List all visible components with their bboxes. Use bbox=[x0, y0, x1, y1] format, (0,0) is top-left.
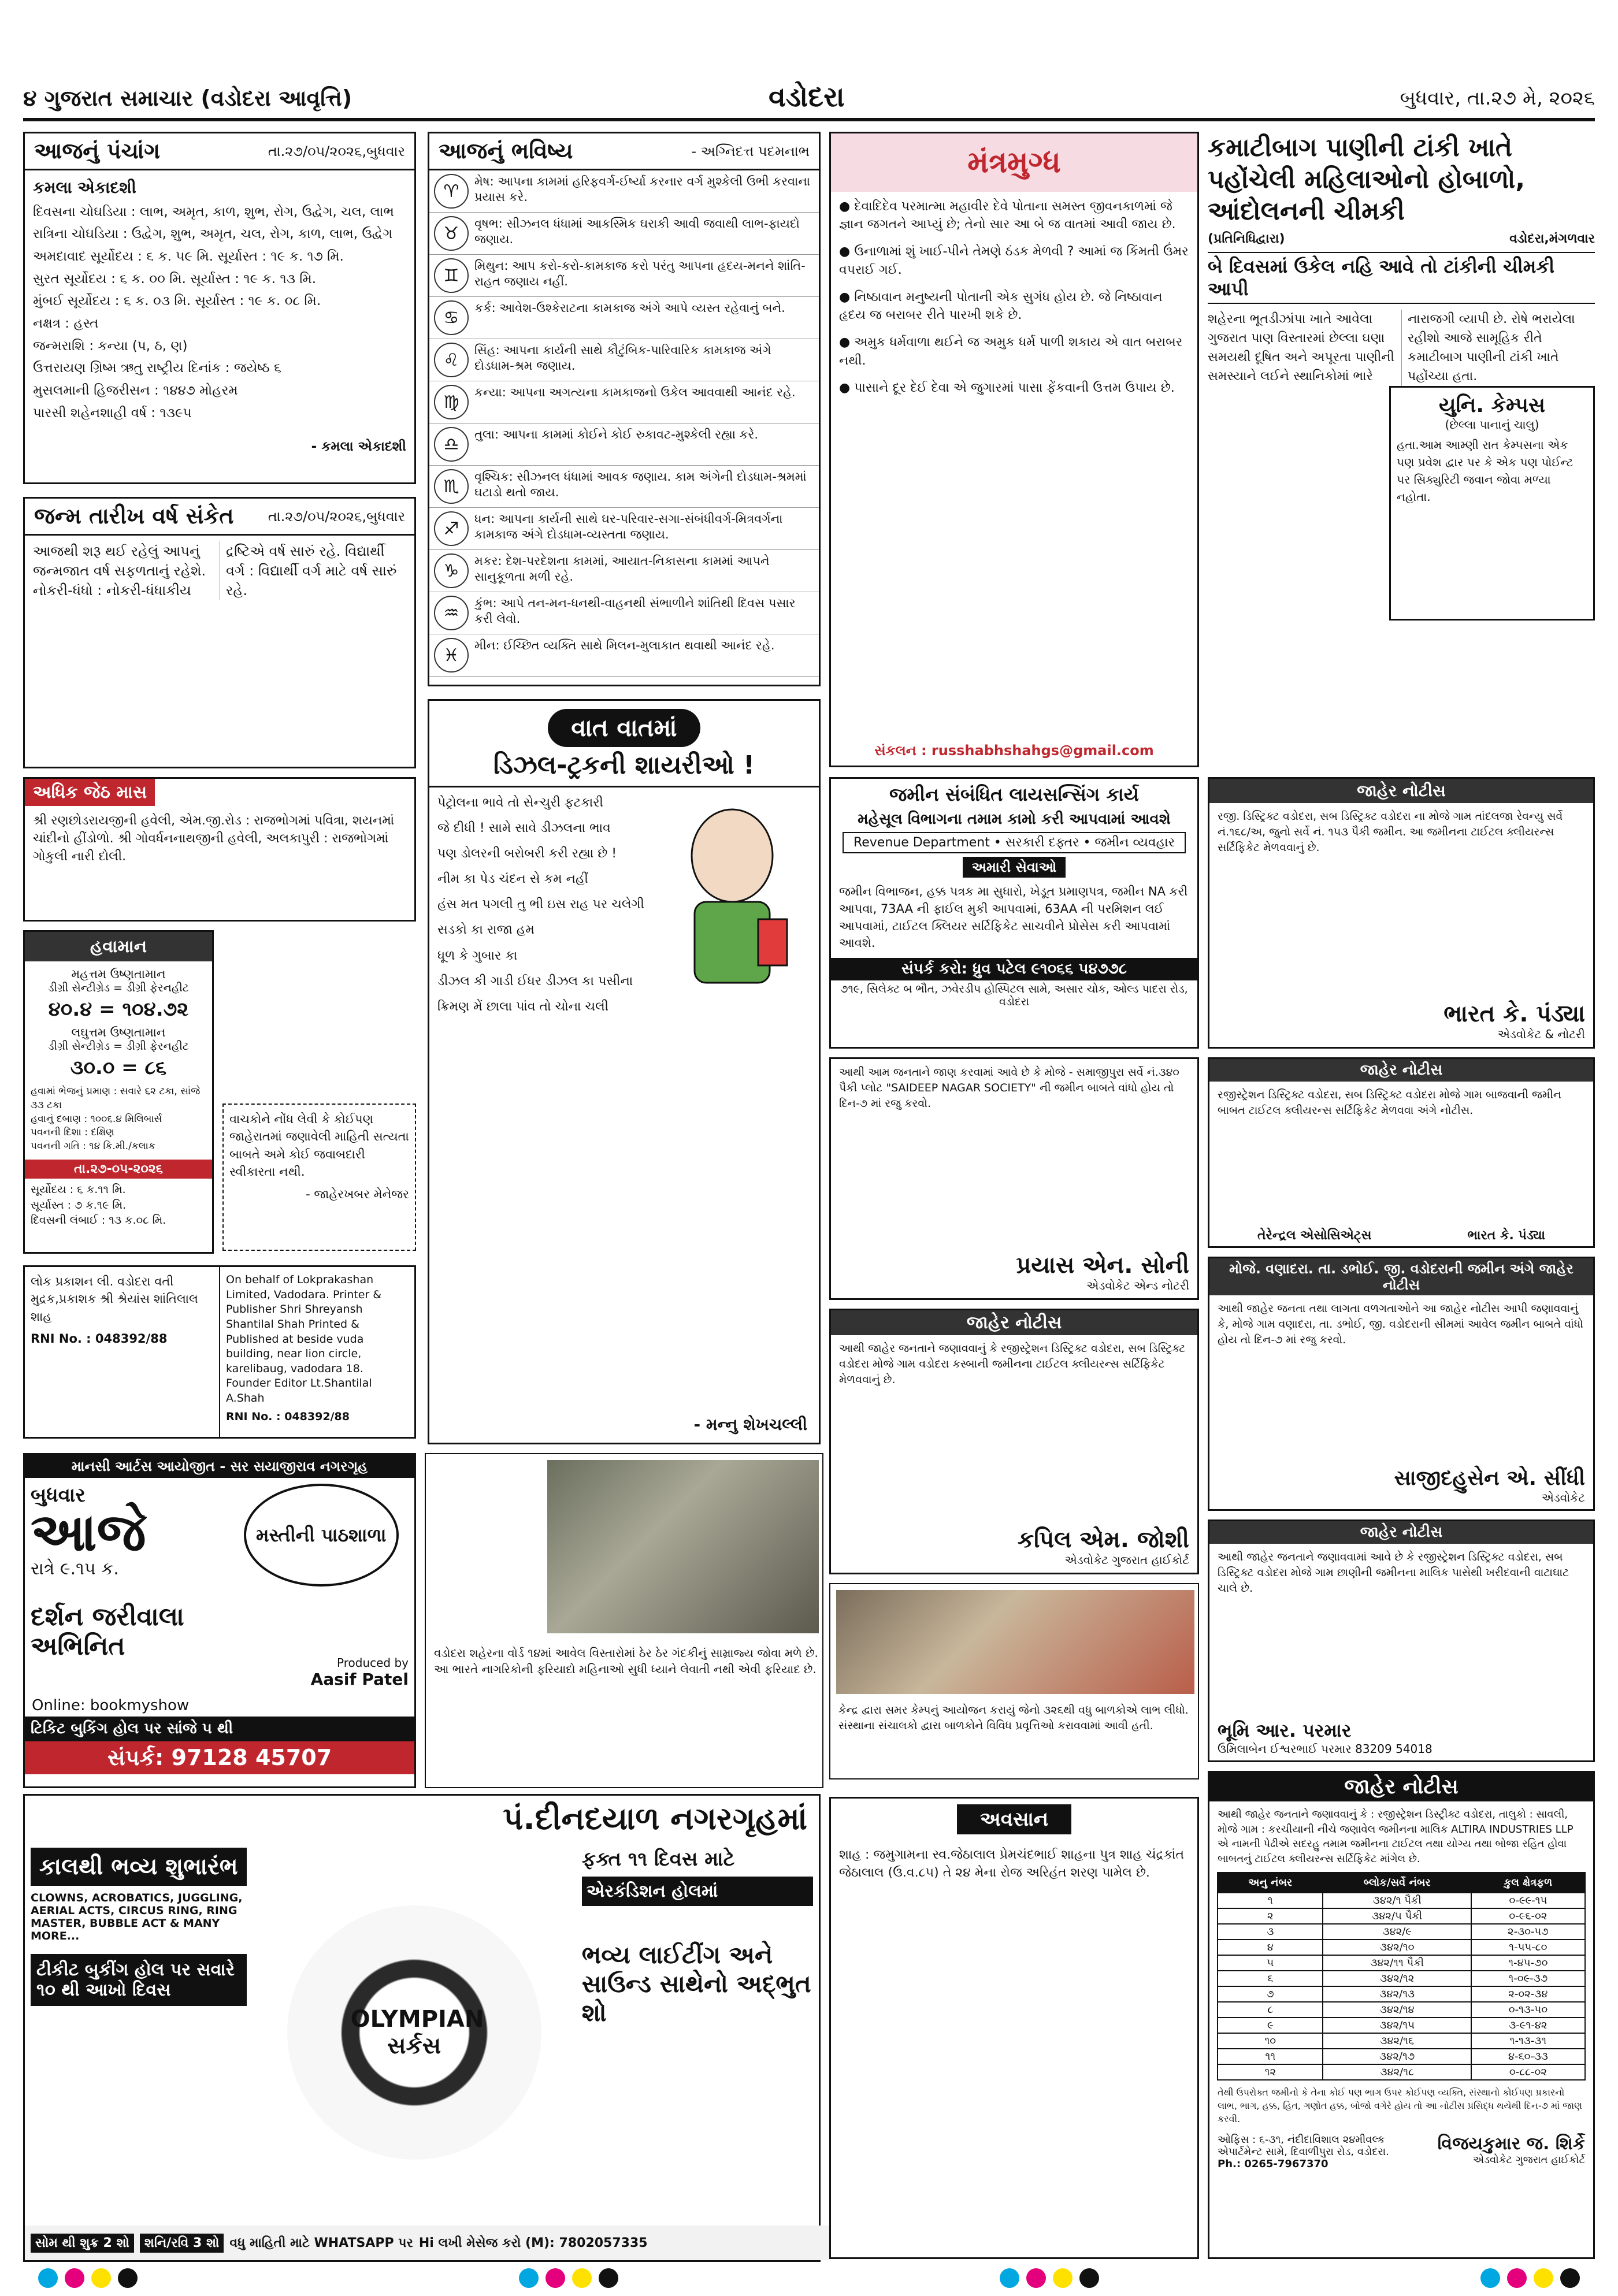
notice-bajwa-sign: તેરેન્દ્રલ એસોસિએટ્સ bbox=[1257, 1228, 1372, 1243]
circus-shows-weekend: શનિ/રવિ 3 શો bbox=[140, 2234, 224, 2253]
weather-detail: હવાનું દબાણ : ૧૦૦૬.૪ મિલિબાર્સ bbox=[31, 1113, 162, 1125]
notice-kapil-sign: કપિલ એમ. જોશી bbox=[1017, 1526, 1189, 1553]
program-phone: સંપર્ક: 97128 45707 bbox=[25, 1741, 414, 1774]
table-cell: ૭ bbox=[1218, 1986, 1323, 2002]
zodiac-icon: ♓ bbox=[434, 638, 469, 673]
mantra-quote: ● પાસાને દૂર દેઈ દેવા એ જુગારમાં પાસા ફેંકવાની ઉત્તમ ઉપાય છે. bbox=[839, 380, 1175, 395]
weather-date: તા.૨૭-૦૫-૨૦૨૬ bbox=[25, 1160, 212, 1179]
poem-line: સડકો કા રાજા હમ bbox=[437, 923, 535, 938]
zodiac-icon: ♉ bbox=[434, 216, 469, 251]
zodiac-row bbox=[429, 466, 819, 508]
table-header: અનુ નંબર bbox=[1218, 1873, 1323, 1893]
mantra-quote: ● દેવાદિદેવ પરમાત્મા મહાવીર દેવે પોતાના સમસ્ત જીવનકાળમાં જે જ્ઞાન જગતને આપ્યું છે; તેનો સાર આ બે જ વાતમાં આવી જાય છે. bbox=[839, 199, 1176, 232]
zodiac-row bbox=[429, 255, 819, 297]
weather-detail: પવનની દિશા : દક્ષિણ bbox=[31, 1127, 114, 1139]
land-contact: સંપર્ક કરો: ધ્રુવ પટેલ ૯૧૦૬૬ ૫૪૭૭૮ bbox=[831, 958, 1197, 980]
mantra-title: મંત્રમુગ્ધ bbox=[831, 133, 1197, 192]
table-cell: ૩૪૨/૯ bbox=[1323, 1924, 1471, 1940]
camp-photo bbox=[836, 1590, 1194, 1694]
panchang-footer: - કમલા એકાદશી bbox=[311, 439, 406, 455]
avsan-box bbox=[829, 1797, 1199, 2259]
panchang-line: સુરત સૂર્યોદય : ૬ ક. ૦૦ મિ. સૂર્યાસ્ત : ૧૯ ક. ૧૩ મિ. bbox=[33, 271, 317, 287]
weather-detail: પવનની ગતિ : ૧૪ કિ.મી./કલાક bbox=[31, 1140, 155, 1153]
poem-line: ડીઝલ કી ગાડી ઈધર ડીઝલ કા પસીના bbox=[437, 974, 633, 989]
mantra-quote: ● ઉનાળામાં શું ખાઈ-પીને તેમણે ઠંડક મેળવી ? આમાં જ કિંમતી ઉંમર વપરાઈ ગઈ. bbox=[839, 244, 1189, 277]
panchang-line: દિવસના ચોઘડિયા : લાભ, અમૃત, કાળ, શુભ, રોગ, ઉદ્વેગ, ચલ, લાભ bbox=[33, 204, 394, 220]
zodiac-icon: ♏ bbox=[434, 469, 469, 504]
birthday-body: આજથી શરૂ થઈ રહેલું આપનું જન્મજાત વર્ષ સફળતાનું રહેશે. નોકરી-ધંધો : નોકરી-ધંધાકીય દ્રષ્ટિએ વર્ષ સારું રહે. વિદ્યાર્થી વર્ગ : વિદ્યાર્થી વર્ગ માટે વર્ષ સારું રહે. bbox=[33, 543, 397, 599]
university-box bbox=[1389, 386, 1595, 621]
circus-logo bbox=[287, 1905, 541, 2160]
notice-bajwa-body: રજીસ્ટ્રેશન ડિસ્ટ્રિક્ટ વડોદરા, સબ ડિસ્ટ્રિક્ટ વડોદરા મોજે ગામ બાજવાની જમીન બાબત ટાઈટલ ક્લીયરન્સ સર્ટિફિકેટ મેળવવા અંગે નોટીસ. bbox=[1218, 1088, 1561, 1117]
panchang-line: નક્ષત્ર : હસ્ત bbox=[33, 316, 99, 332]
table-cell: ૧-૫૫-૮૦ bbox=[1471, 1940, 1585, 1955]
program-ad bbox=[23, 1453, 416, 1788]
program-producer-label: Produced by bbox=[337, 1656, 409, 1670]
circus-hall: એરકંડિશન હોલમાં bbox=[582, 1877, 813, 1906]
table-cell: ૧-૪૫-૭૦ bbox=[1471, 1955, 1585, 1971]
table-cell: ૩૪૨/૧૨ bbox=[1323, 1971, 1471, 1986]
lead-body: શહેરના ભૂતડીઝાંપા ખાતે આવેલા ગુજરાત પાણ વિસ્તારમાં છેલ્લા ઘણા સમયથી દૂષિત અને અપૂરતા પાણીની સમસ્યાને લઈને સ્થાનિકોમાં ભારે નારાજગી વ્યાપી છે. રોષે ભરાયેલા રહીશો આજે સામૂહિક રીતે કમાટીબાગ પાણીની ટાંકી ખાતે પહોંચ્યા હતા. bbox=[1208, 312, 1575, 384]
lead-subhead: બે દિવસમાં ઉકેલ નહિ આવે તો ટાંકીની ચીમકી આપી bbox=[1208, 252, 1595, 304]
bhavishya-box bbox=[428, 132, 821, 686]
notice-vanadara-title: મોજે. વણાદરા. તા. ડભોઈ. જી. વડોદરાની જમીન અંગે જાહેર નોટીસ bbox=[1209, 1258, 1593, 1295]
table-cell: ૩૪૨/૧ પૈકી bbox=[1323, 1893, 1471, 1908]
zodiac-text: કર્ક: આવેશ-ઉશ્કેરાટના કામકાજ અંગે આપે વ્યસ્ત રહેવાનું બને. bbox=[474, 301, 785, 315]
cartoon-illustration bbox=[666, 804, 799, 1012]
imprint-eng-rni: RNI No. : 048392/88 bbox=[226, 1410, 350, 1423]
zodiac-row bbox=[429, 634, 819, 677]
weather-sun-line: સૂર્યાસ્ત : ૭ ક.૧૯ મિ. bbox=[31, 1198, 127, 1212]
table-cell: ૦-૧૩-૫૦ bbox=[1471, 2002, 1585, 2018]
table-cell: ૩૪૨/૧૧ પૈકી bbox=[1323, 1955, 1471, 1971]
notice-vanadara-sign: સાજીદહુસેન એ. સીંધી bbox=[1394, 1466, 1585, 1490]
circus-acts: CLOWNS, ACROBATICS, JUGGLING, AERIAL ACTS, CIRCUS RING, RING MASTER, BUBBLE ACT & MANY MORE... bbox=[31, 1892, 243, 1942]
zodiac-text: કુંભ: આપે તન-મન-ધનથી-વાહનથી સંભાળીને શાંતિથી દિવસ પસાર કરી લેવો. bbox=[474, 596, 796, 626]
avsan-body: શાહ : જમુગામના સ્વ.જેઠાલાલ પ્રેમચંદભાઈ શાહના પુત્ર શાહ ચંદ્રકાંત જેઠાલાલ (ઉ.વ.૮૫) તે ૨૪ મેના રોજ અરિહંત શરણ પામેલ છે. bbox=[839, 1848, 1185, 1881]
camp-story bbox=[829, 1583, 1199, 1779]
table-row bbox=[1218, 2049, 1584, 2064]
zodiac-list bbox=[429, 170, 819, 677]
zodiac-row bbox=[429, 297, 819, 339]
notice-chhani-sign: ભૂમિ આર. પરમાર bbox=[1218, 1719, 1352, 1741]
adhik-body: શ્રી રણછોડરાયજીની હવેલી, એમ.જી.રોડ : રાજભોગમાં પવિત્રા, શયનમાં ચાંદીનો હીંડોળો. શ્રી ગોવર્ધનનાથજીની હવેલી, અલકાપુરી : રાજભોગમાં ગોકુલી નારી દોલી. bbox=[33, 813, 395, 864]
program-star: દર્શન જરીવાલા અભિનિત bbox=[31, 1602, 184, 1661]
table-cell: ૫ bbox=[1218, 1955, 1323, 1971]
table-row bbox=[1218, 1908, 1584, 1924]
poem-line: ક્રિમણ મેં છાલા પાંવ તો ચોના ચલી bbox=[437, 999, 608, 1014]
zodiac-icon: ♍ bbox=[434, 385, 469, 419]
zodiac-row bbox=[429, 170, 819, 213]
program-online: Online: bookmyshow bbox=[32, 1697, 190, 1714]
masthead-date: બુધવાર, તા.૨૭ મે, ૨૦૨૬ bbox=[1400, 87, 1595, 110]
land-subtitle: મહેસૂલ વિભાગના તમામ કામો કરી આપવામાં આવશે bbox=[858, 811, 1171, 828]
notice-kapil-note: એડવોકેટ ગુજરાત હાઈકોર્ટ bbox=[1064, 1553, 1189, 1567]
table-cell: ૧૨ bbox=[1218, 2064, 1323, 2080]
program-producer: Aasif Patel bbox=[310, 1670, 409, 1689]
program-header: માનસી આર્ટસ આયોજીત - સર સયાજીરાવ નગરગૃહ bbox=[25, 1455, 414, 1478]
panchang-line: મુંબઈ સૂર્યોદય : ૬ ક. ૦૩ મિ. સૂર્યાસ્ત : ૧૯ ક. ૦૮ મિ. bbox=[33, 293, 321, 309]
circus-phone: Hi લખી મેસેજ કરો (M): 7802057335 bbox=[418, 2235, 648, 2250]
table-header: બ્લોક/સર્વે નંબર bbox=[1323, 1873, 1471, 1893]
university-title: યુનિ. કેમ્પસ bbox=[1438, 393, 1546, 417]
poem-line: હંસ મત પગલી તુ ભી ઇસ રાહ પર ચલેગી bbox=[437, 897, 644, 912]
panchang-line: પારસી શહેનશાહી વર્ષ : ૧૩૯૫ bbox=[33, 405, 192, 421]
table-row bbox=[1218, 1924, 1584, 1940]
vaat-title: વાત વાતમાં bbox=[548, 709, 700, 747]
zodiac-text: મેષ: આપના કામમાં હરિફવર્ગ-ઈર્ષ્યા કરનાર વર્ગ મુશ્કેલી ઉભી કરવાના પ્રયાસ કરે. bbox=[474, 174, 811, 205]
notice-bajwa-title: જાહેર નોટીસ bbox=[1209, 1059, 1593, 1082]
university-subtitle: (છેલ્લા પાનાનું ચાલુ) bbox=[1445, 418, 1539, 432]
lead-story bbox=[1208, 132, 1595, 767]
zodiac-text: ધન: આપના કાર્યની સાથે ઘર-પરિવાર-સગા-સંબંધીવર્ગ-મિત્રવર્ગના કામકાજ અંગે દોડધામ-વ્યસ્તતા જણાય. bbox=[474, 512, 783, 542]
land-address: ૭૧૯, સિલેક્ટ બ ભૌત, ઝવેરડીપ હોસ્પિટલ સામે, અસાર ચોક, ઓલ્ડ પાદરા રોડ, વડોદરા bbox=[840, 983, 1188, 1009]
zodiac-row bbox=[429, 592, 819, 634]
table-cell: ૧ bbox=[1218, 1893, 1323, 1908]
zodiac-text: મીન: ઈચ્છિત વ્યક્તિ સાથે મિલન-મુલાકાત થવાથી આનંદ રહે. bbox=[474, 638, 775, 652]
table-cell: ૩૪૨/૧૦ bbox=[1323, 1940, 1471, 1955]
land-services: અમારી સેવાઓ bbox=[963, 857, 1066, 878]
panchang-line: જન્મરાશિ : કન્યા (પ, ઠ, ણ) bbox=[33, 338, 188, 354]
imprint-guj: લોક પ્રકાશન લી. વડોદરા વતી મુદ્રક,પ્રકાશક શ્રી શ્રેયાંસ શાંતિલાલ શાહ bbox=[31, 1275, 198, 1324]
weather-sun bbox=[25, 1179, 212, 1232]
table-cell: ૨-૦૨-૩૪ bbox=[1471, 1986, 1585, 2002]
notice-pandya bbox=[1208, 777, 1595, 1049]
land-dept: Revenue Department • સરકારી દફ્તર • જમીન વ્યવહાર bbox=[843, 832, 1186, 853]
zodiac-row bbox=[429, 213, 819, 255]
university-body: હતા.આમ આમ્ણી રાત કેમ્પસના એક પણ પ્રવેશ દ્વાર પર કે એક પણ પોઈન્ટ પર સિક્યુરિટી જવાન જોવા મળ્યા નહોતા. bbox=[1397, 438, 1574, 504]
land-body: જમીન વિભાજન, હક્ક પત્રક મા સુધારો, ખેડૂત પ્રમાણપત્ર, જમીન NA કરી આપવા, 73AA ની ફાઈલ મુકી આપવામાં, 63AA ની પરમિશન લઈ આપવામાં, ટાઈટલ ક્લિયર સર્ટિફિકેટ સાચવીને પ્રોસેસ કરી આપવામાં આવશે. bbox=[839, 885, 1188, 950]
circus-booking: ટીકીટ બુકીંગ હોલ પર સવારે ૧૦ થી આખો દિવસ bbox=[31, 1954, 247, 2006]
notice-chhani-note: ઉમિલાબેન ઈશ્વરભાઈ પરમાર 83209 54018 bbox=[1218, 1742, 1433, 1756]
table-row bbox=[1218, 1940, 1584, 1955]
table-cell: ૧૧ bbox=[1218, 2049, 1323, 2064]
notice-pandya-sign: ભારત કે. પંડ્યા bbox=[1443, 1001, 1585, 1027]
zodiac-icon: ♊ bbox=[434, 258, 469, 293]
table-cell: ૩૪૨/૧૩ bbox=[1323, 1986, 1471, 2002]
program-booking: ટિકિટ બુકિંગ હોલ પર સાંજે ૫ થી bbox=[25, 1717, 414, 1741]
notice-bajwa bbox=[1208, 1057, 1595, 1248]
lane-story bbox=[425, 1453, 823, 1788]
zodiac-text: વૃષભ: સીઝનલ ધંધામાં આકસ્મિક ઘરાકી આવી જવાથી લાભ-ફાયદો જણાય. bbox=[474, 217, 800, 247]
notice-altira bbox=[1208, 1771, 1595, 2259]
zodiac-row bbox=[429, 339, 819, 381]
table-row bbox=[1218, 2018, 1584, 2033]
altira-table bbox=[1217, 1872, 1585, 2080]
zodiac-row bbox=[429, 381, 819, 423]
lead-dateline-left: (પ્રતિનિધિદ્વારા) bbox=[1208, 232, 1285, 246]
circus-desc: ભવ્ય લાઈટીંગ અને સાઉન્ડ સાથેનો અદ્ભુત શો bbox=[581, 1941, 811, 2027]
weather-max-value: ૪૦.૪ = ૧૦૪.૭૨ bbox=[48, 998, 189, 1021]
zodiac-row bbox=[429, 508, 819, 550]
notice-altira-sign: વિજયકુમાર જ. શિર્કે bbox=[1437, 2134, 1585, 2154]
vaat-author: - મન્નુ શેખચલ્લી bbox=[693, 1415, 807, 1434]
mantra-box bbox=[829, 132, 1199, 767]
birthday-box bbox=[23, 497, 416, 768]
panchang-line: કમલા એકાદશી bbox=[33, 178, 136, 197]
table-cell: ૪ bbox=[1218, 1940, 1323, 1955]
table-cell: ૩ bbox=[1218, 1924, 1323, 1940]
circus-ad bbox=[23, 1794, 821, 2262]
table-cell: ૦-૯૯-૧૫ bbox=[1471, 1893, 1585, 1908]
panchang-lines bbox=[25, 170, 414, 432]
table-cell: ૨-૩૦-૫૭ bbox=[1471, 1924, 1585, 1940]
poem-line: પણ ડોલરની બરોબરી કરી રહ્યા છે ! bbox=[437, 846, 617, 861]
table-cell: ૩૪૨/૫ પૈકી bbox=[1323, 1908, 1471, 1924]
zodiac-icon: ♎ bbox=[434, 427, 469, 462]
mantra-quote: ● અમુક ધર્મવાળા થઈને જ અમુક ધર્મ પાળી શકાય એ વાત બરાબર નથી. bbox=[839, 335, 1183, 368]
notice-bajwa-note: ભારત કે. પંડ્યા bbox=[1467, 1228, 1546, 1243]
adhik-title: અધિક જેઠ માસ bbox=[25, 779, 155, 806]
zodiac-text: કન્યા: આપના અગત્યના કામકાજનો ઉકેલ આવવાથી આનંદ રહે. bbox=[474, 385, 796, 399]
adhik-box bbox=[23, 777, 416, 922]
mantra-quotes bbox=[831, 192, 1197, 412]
notice-kapil bbox=[829, 1309, 1199, 1574]
notice-vanadara-note: એડવોકેટ bbox=[1541, 1491, 1585, 1504]
table-cell: ૮ bbox=[1218, 2002, 1323, 2018]
notice-altira-title: જાહેર નોટીસ bbox=[1209, 1773, 1593, 1801]
zodiac-icon: ♈ bbox=[434, 174, 469, 209]
vaat-poem bbox=[437, 793, 654, 1023]
vaat-subtitle: ડિઝલ-ટ્રકની શાયરીઓ ! bbox=[429, 751, 819, 787]
table-row bbox=[1218, 2002, 1584, 2018]
zodiac-icon: ♌ bbox=[434, 343, 469, 377]
table-cell: ૩૪૨/૧૪ bbox=[1323, 2002, 1471, 2018]
weather-max-label: મહત્તમ ઉષ્ણતામાન bbox=[71, 967, 166, 981]
weather-max-unit: ડીગ્રી સેન્ટીગ્રેડ = ડીગ્રી ફેરનહીટ bbox=[48, 982, 189, 994]
table-row bbox=[1218, 1971, 1584, 1986]
program-day: બુધવાર bbox=[31, 1484, 86, 1507]
circus-shows-weekday: સોમ થી શુક્ર 2 શો bbox=[31, 2234, 134, 2253]
registration-marks bbox=[35, 2268, 1583, 2291]
zodiac-text: વૃશ્ચિક: સીઝનલ ધંધામાં આવક જણાય. કામ અંગેની દોડધામ-શ્રમમાં ઘટાડો થતો જાય. bbox=[474, 470, 807, 500]
notice-pandya-title: જાહેર નોટીસ bbox=[1209, 779, 1593, 803]
imprint-eng: On behalf of Lokprakashan Limited, Vadodara. Printer & Publisher Shri Shreyansh Shantilal Shah Printed & Published at beside vuda building, near lion circle, karelibaug, vadodara 18. Founder Editor Lt.Shantilal A.Shah bbox=[226, 1273, 382, 1405]
table-cell: ૩૪૨/૧૮ bbox=[1323, 2064, 1471, 2080]
weather-detail: હવામાં ભેજનું પ્રમાણ : સવારે ૬૨ ટકા, સાંજે ૩૩ ટકા bbox=[31, 1086, 201, 1111]
birthday-date: તા.૨૭/૦૫/૨૦૨૬,બુધવાર bbox=[268, 508, 405, 525]
altira-office: ઓફિસ : ૬-૩૧, નંદીદાવિશાલ ૨૪મીવલ્ક એપાર્ટમેન્ટ સામે, દિવાળીપુરા રોડ, વડોદરા. bbox=[1218, 2134, 1389, 2158]
weather-min-unit: ડીગ્રી સેન્ટીગ્રેડ = ડીગ્રી ફેરનહીટ bbox=[48, 1040, 189, 1053]
notice-pandya-note: એડવોકેટ & નોટરી bbox=[1497, 1027, 1585, 1041]
notice-chhani bbox=[1208, 1519, 1595, 1762]
table-cell: ૪-૬૦-૩૩ bbox=[1471, 2049, 1585, 2064]
notice-kapil-title: જાહેર નોટીસ bbox=[831, 1310, 1197, 1335]
notice-vanadara-body: આથી જાહેર જનતા તથા લાગતા વળગતાઓને આ જાહેર નોટીસ આપી જણાવવાનું કે, મોજે ગામ વણાદરા, તા. ડભોઈ, જી. વડોદરાની સીમમાં આવેલ જમીન બાબતે વાંધો હોય તો દિન-૭ માં રજુ કરવો. bbox=[1218, 1302, 1583, 1346]
panchang-title: આજનું પંચાંગ bbox=[34, 138, 160, 164]
zodiac-icon: ♋ bbox=[434, 300, 469, 335]
panchang-box bbox=[23, 132, 416, 484]
notice-altira-body: આથી જાહેર જનતાને જણાવવાનું કે : રજીસ્ટ્રેશન ડિસ્ટ્રીક્ટ વડોદરા, તાલુકો : સાવલી, મોજે ગામ : કરચીયાની નીચે જણાવેલ જમીનના માલિક ALTIRA INDUSTRIES LLP એ નામની પેઢીએ સદરહુ તમામ જમીનના ટાઈટલ તથા યોગ્ય તથા બોજા રહિત હોવા બાબતનું ટાઈટલ ક્લીયરન્સ સર્ટિફિકેટ માંગેલ છે. bbox=[1218, 1808, 1574, 1865]
poem-line: પેટ્રોલના ભાવે તો સેન્ચુરી ફટકારી bbox=[437, 796, 603, 810]
poem-line: નીમ કા પેડ ચંદન સે કમ નહીં bbox=[437, 872, 588, 887]
panchang-date: તા.૨૭/૦૫/૨૦૨૬,બુધવાર bbox=[268, 143, 405, 159]
circus-days: ફક્ત ૧૧ દિવસ માટે bbox=[581, 1848, 735, 1871]
weather-box bbox=[23, 930, 214, 1254]
land-title: જમીન સંબંધિત લાયસન્સિંગ કાર્ય bbox=[889, 783, 1139, 805]
camp-story-body: કેન્દ્ર દ્વારા સમર કેમ્પનું આયોજન કરાયું જેનો ૩૨૬થી વધુ બાળકોએ લાભ લીધો. સંસ્થાના સંચાલકો દ્વારા બાળકોને વિવિધ પ્રવૃત્તિઓ કરાવવામાં આવી હતી. bbox=[838, 1704, 1189, 1732]
table-row bbox=[1218, 1955, 1584, 1971]
table-cell: ૧-૧૩-૩૧ bbox=[1471, 2033, 1585, 2049]
imprint-box bbox=[23, 1265, 416, 1439]
notice-saideep-body: આથી આમ જનતાને જાણ કરવામાં આવે છે કે મોજે - સમાજીપુરા સર્વે નં.૩૪૦ પૈકી પ્લોટ "SAIDEEP NAGAR SOCIETY" ની જમીન બાબતે વાંધો હોય તો દિન-૭ માં રજુ કરવો. bbox=[839, 1066, 1179, 1110]
mantra-quote: ● નિષ્ઠાવાન મનુષ્યની પોતાની એક સુગંધ હોય છે. જે નિષ્ઠાવાન હૃદય જ બરાબર રીતે પારખી શકે છે. bbox=[839, 289, 1163, 323]
zodiac-text: સિંહ: આપના કાર્યની સાથે કૌટુંબિક-પારિવારિક કામકાજ અંગે દોડધામ-શ્રમ જણાય. bbox=[474, 343, 771, 373]
imprint-guj-rni: RNI No. : 048392/88 bbox=[31, 1332, 168, 1346]
table-cell: ૦-૮૮-૦૨ bbox=[1471, 2064, 1585, 2080]
circus-top: પં.દીનદયાળ નગરગૃહમાં bbox=[503, 1800, 807, 1837]
circus-name: OLYMPIAN સર્કસ bbox=[350, 2006, 484, 2059]
zodiac-icon: ♐ bbox=[434, 511, 469, 546]
panchang-line: ઉત્તરાયણ ગ્રિષ્મ ઋતુ રાષ્ટ્રીય દિનાંક : જયેષ્ઠ ૬ bbox=[33, 361, 281, 376]
notice-saideep bbox=[829, 1057, 1199, 1300]
readers-notice-sign: - જાહેરખબર મેનેજર bbox=[306, 1187, 409, 1201]
panchang-line: રાત્રિના ચોઘડિયા : ઉદ્વેગ, શુભ, અમૃત, ચલ, રોગ, કાળ, લાભ, ઉદ્વેગ bbox=[33, 226, 393, 242]
mantra-contact: સંકલન : russhabhshahgs@gmail.com bbox=[874, 742, 1154, 759]
program-today: આજે bbox=[31, 1502, 146, 1563]
zodiac-text: મિથુન: આપ કરો-કરો-કામકાજ કરો પરંતુ આપના હૃદય-મનને શાંતિ-રાહત જણાય નહીં. bbox=[474, 259, 806, 289]
masthead-city: વડોદરા bbox=[769, 81, 845, 113]
birthday-title: જન્મ તારીખ વર્ષ સંકેત bbox=[34, 503, 234, 529]
zodiac-row bbox=[429, 423, 819, 466]
table-cell: ૦-૯૬-૦૨ bbox=[1471, 1908, 1585, 1924]
table-header: કુલ ક્ષેત્રફળ bbox=[1471, 1873, 1585, 1893]
weather-min-value: ૩૦.૦ = ૮૬ bbox=[70, 1056, 167, 1079]
weather-sun-line: દિવસની લંબાઈ : ૧૩ ક.૦૮ મિ. bbox=[31, 1214, 166, 1227]
table-cell: ૩૪૨/૧૬ bbox=[1323, 2033, 1471, 2049]
land-ad bbox=[829, 777, 1199, 1049]
weather-min-label: લઘુત્તમ ઉષ્ણતામાન bbox=[71, 1026, 166, 1039]
garbage-photo bbox=[547, 1460, 819, 1633]
table-cell: ૩-૯૧-૪૨ bbox=[1471, 2018, 1585, 2033]
weather-title: હવામાન bbox=[25, 932, 212, 961]
circus-start: કાલથી ભવ્ય શુભારંભ bbox=[31, 1848, 247, 1886]
masthead-left: ૪ ગુજરાત સમાચાર (વડોદરા આવૃત્તિ) bbox=[23, 86, 352, 111]
lane-story-body: વડોદરા શહેરના વોર્ડ ૧૪માં આવેલ વિસ્તારોમાં ઠેર ઠેર ગંદકીનું સામ્રાજ્ય જોવા મળે છે. આ ભારતે નાગરિકોની ફરિયાદો મહિનાઓ સુધી ધ્યાને લેવાતી નથી એવી ફરિયાદ છે. bbox=[434, 1646, 818, 1677]
notice-altira-note: એડવોકેટ ગુજરાત હાઈકોર્ટ bbox=[1473, 2154, 1585, 2167]
panchang-line: અમદાવાદ સૂર્યોદય : ૬ ક. ૫૯ મિ. સૂર્યાસ્ત : ૧૯ ક. ૧૭ મિ. bbox=[33, 249, 344, 265]
vaat-box bbox=[428, 699, 821, 1444]
notice-chhani-title: જાહેર નોટીસ bbox=[1209, 1521, 1593, 1544]
table-cell: ૯ bbox=[1218, 2018, 1323, 2033]
bhavishya-title: આજનું ભવિષ્ય bbox=[439, 138, 573, 164]
readers-notice bbox=[222, 1104, 416, 1251]
weather-details bbox=[25, 1083, 212, 1156]
notice-vanadara bbox=[1208, 1257, 1595, 1511]
table-row bbox=[1218, 1986, 1584, 2002]
poem-line: જે દીધી ! સામે સાવે ડીઝલના ભાવ bbox=[437, 821, 611, 836]
notice-saideep-sign: પ્રયાસ એન. સોની bbox=[1016, 1252, 1189, 1279]
zodiac-icon: ♒ bbox=[434, 596, 469, 630]
readers-notice-text: વાચકોને નોંધ લેવી કે કોઈપણ જાહેરાતમાં જણાવેલી માહિતી સત્યતા બાબતે અમે કોઈ જવાબદારી સ્વીકારતા નથી. bbox=[229, 1112, 409, 1179]
panchang-line: મુસલમાની હિજરીસન : ૧૪૪૭ મોહરમ bbox=[33, 383, 238, 398]
notice-kapil-body: આથી જાહેર જનતાને જણાવવાનું કે રજીસ્ટ્રેશન ડિસ્ટ્રિક્ટ વડોદરા, સબ ડિસ્ટ્રિક્ટ વડોદરા મોજે ગામ વડોદરા કસ્બાની જમીનના ટાઈટલ ક્લીયરન્સ સર્ટિફિકેટ મેળવવાનું છે. bbox=[839, 1342, 1186, 1386]
table-cell: ૬ bbox=[1218, 1971, 1323, 1986]
altira-after: તેથી ઉપરોક્ત જમીનો કે તેના કોઈ પણ ભાગ ઉપર કોઈપણ વ્યક્તિ, સંસ્થાનો કોઈપણ પ્રકારનો લાભ, ભાગ, હક્ક, હિત, ગણોત હક્ક, બોજો વગેરે હોય તો આ નોટીસ પ્રસિદ્ધ થયેથી દિન-૭ માં જાણ કરવી. bbox=[1218, 2087, 1582, 2124]
zodiac-text: તુલા: આપના કામમાં કોઈને કોઈ રુકાવટ-મુશ્કેલી રહ્યા કરે. bbox=[474, 428, 758, 441]
notice-saideep-note: એડવોકેટ એન્ડ નોટરી bbox=[1086, 1279, 1189, 1292]
zodiac-row bbox=[429, 550, 819, 592]
program-show: મસ્તીની પાઠશાળા bbox=[244, 1484, 399, 1587]
weather-sun-line: સૂર્યોદય : ૬ ક.૧૧ મિ. bbox=[31, 1183, 126, 1196]
zodiac-icon: ♑ bbox=[434, 553, 469, 588]
program-time: રાત્રે ૯.૧૫ ક. bbox=[31, 1559, 119, 1579]
lead-dateline-right: વડોદરા,મંગળવાર bbox=[1509, 232, 1595, 246]
lead-headline: કમાટીબાગ પાણીની ટાંકી ખાતે પહોંચેલી મહિલાઓનો હોબાળો, આંદોલનની ચીમકી bbox=[1208, 133, 1526, 226]
table-cell: ૩૪૨/૧૭ bbox=[1323, 2049, 1471, 2064]
table-cell: ૧-૦૯-૩૭ bbox=[1471, 1971, 1585, 1986]
table-row bbox=[1218, 2064, 1584, 2080]
table-cell: ૩૪૨/૧૫ bbox=[1323, 2018, 1471, 2033]
zodiac-text: મકર: દેશ-પરદેશના કામમાં, આયાત-નિકાસના કામમાં આપને સાનુકૂળતા મળી રહે. bbox=[474, 554, 770, 584]
notice-chhani-body: આથી જાહેર જનતાને જણાવવામાં આવે છે કે રજીસ્ટ્રેશન ડિસ્ટ્રિક્ટ વડોદરા, સબ ડિસ્ટ્રિક્ટ વડોદરા મોજે ગામ છાણીની જમીનના માલિક પાસેથી ખરીદવાની વાટાઘાટ ચાલે છે. bbox=[1218, 1551, 1569, 1595]
table-row bbox=[1218, 1893, 1584, 1908]
table-cell: ૧૦ bbox=[1218, 2033, 1323, 2049]
notice-pandya-body: રજી. ડિસ્ટ્રિક્ટ વડોદરા, સબ ડિસ્ટ્રિક્ટ વડોદરા ના મોજે ગામ તાંદલજા રેવન્યુ સર્વે નં.૧૬૮/અ, જુનો સર્વે નં. ૧૫૩ પૈકી જમીન. આ જમીનના ટાઈટલ ક્લીયરન્સ સર્ટિફિકેટ મેળવવાનું છે. bbox=[1218, 810, 1563, 854]
avsan-title: અવસાન bbox=[957, 1804, 1071, 1834]
poem-line: ધૂળ કે ગુબાર કા bbox=[437, 948, 518, 963]
bhavishya-author: - અગ્નિદત્ત પદમનાભ bbox=[691, 143, 810, 159]
table-cell: ૨ bbox=[1218, 1908, 1323, 1924]
circus-whatsapp: વધુ માહિતી માટે WHATSAPP પર bbox=[229, 2235, 413, 2250]
table-row bbox=[1218, 2033, 1584, 2049]
altira-phone: Ph.: 0265-7967370 bbox=[1218, 2158, 1328, 2171]
